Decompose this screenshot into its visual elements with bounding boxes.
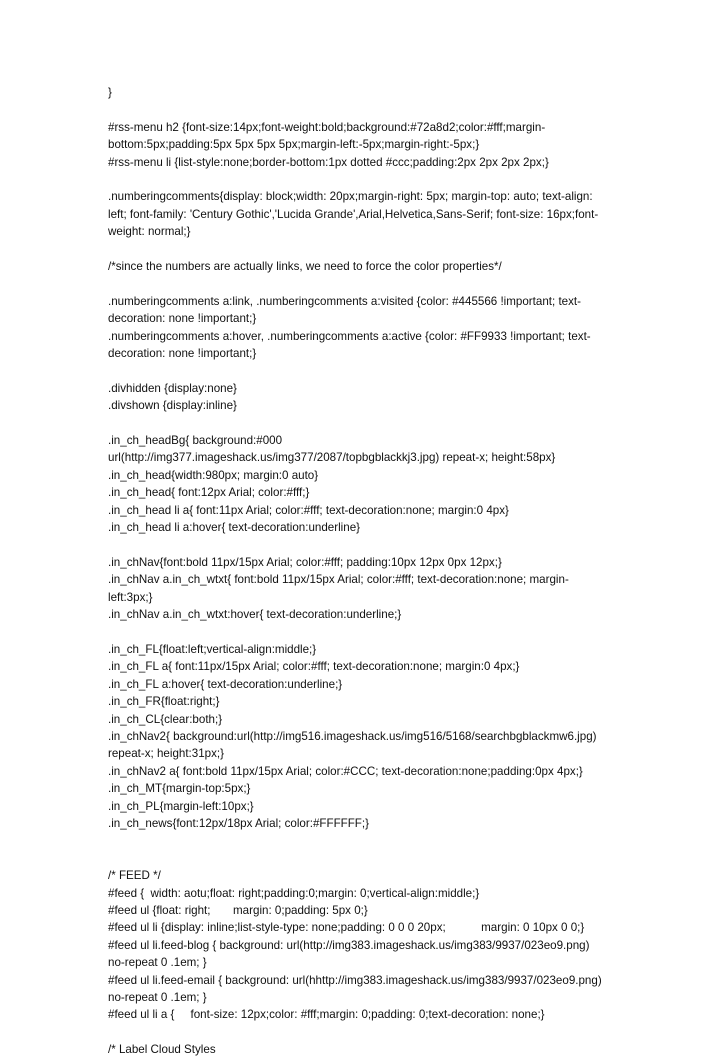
code-line: decoration: none !important;} — [108, 312, 257, 326]
code-line: #feed { width: aotu;float: right;padding:0;margin: 0;vertical-align:middle;} — [108, 886, 480, 900]
code-line: url(http://img377.imageshack.us/img377/2087/topbgblackkj3.jpg) repeat-x; height:58px} — [108, 451, 556, 465]
code-line: .in_ch_PL{margin-left:10px;} — [108, 799, 254, 813]
code-paragraph — [108, 850, 688, 1024]
code-paragraph — [108, 119, 688, 171]
code-line: .in_ch_MT{margin-top:5px;} — [108, 782, 251, 796]
code-line: .in_ch_head{width:980px; margin:0 auto} — [108, 468, 319, 482]
code-line: .in_ch_FL a{ font:11px/15px Arial; color:#fff; text-decoration:none; margin:0 4px;} — [108, 660, 520, 674]
code-line: /* FEED */ — [108, 869, 161, 883]
code-line: .in_ch_FR{float:right;} — [108, 695, 220, 709]
code-line: .in_chNav2 a{ font:bold 11px/15px Arial; color:#CCC; text-decoration:none;padding:0px 4px;} — [108, 764, 583, 778]
code-line: .in_chNav2{ background:url(http://img516.imageshack.us/img516/5168/searchbgblackmw6.jpg) — [108, 729, 597, 743]
code-line: .in_chNav a.in_ch_wtxt{ font:bold 11px/15px Arial; color:#fff; text-decoration:none; margin- — [108, 573, 569, 587]
code-line: #feed ul li.feed-email { background: url(hhttp://img383.imageshack.us/img383/9937/023eo9.png) — [108, 973, 602, 987]
code-line: .numberingcomments{display: block;width: 20px;margin-right: 5px; margin-top: auto; text-align: — [108, 190, 593, 204]
code-line: .divhidden {display:none} — [108, 381, 237, 395]
code-line: /*since the numbers are actually links, we need to force the color properties*/ — [108, 260, 502, 274]
code-line: } — [108, 86, 112, 99]
code-line: .in_ch_FL{float:left;vertical-align:middle;} — [108, 642, 317, 656]
code-line: weight: normal;} — [108, 225, 191, 239]
code-line: #rss-menu h2 {font-size:14px;font-weight:bold;background:#72a8d2;color:#fff;margin- — [108, 120, 546, 134]
code-line: .divshown {display:inline} — [108, 399, 237, 413]
code-line: .in_chNav a.in_ch_wtxt:hover{ text-decoration:underline;} — [108, 608, 402, 622]
code-line: decoration: none !important;} — [108, 347, 257, 361]
code-line: .in_chNav{font:bold 11px/15px Arial; color:#fff; padding:10px 12px 0px 12px;} — [108, 555, 502, 569]
code-line: #feed ul li a { font-size: 12px;color: #fff;margin: 0;padding: 0;text-decoration: none;} — [108, 1008, 545, 1022]
code-line: repeat-x; height:31px;} — [108, 747, 225, 761]
code-line: .in_ch_FL a:hover{ text-decoration:underline;} — [108, 677, 343, 691]
code-line: no-repeat 0 .1em; } — [108, 990, 207, 1004]
code-line: .in_ch_head{ font:12px Arial; color:#fff;} — [108, 486, 310, 500]
code-line: no-repeat 0 .1em; } — [108, 956, 207, 970]
code-paragraph — [108, 641, 688, 832]
code-line: #feed ul {float: right; margin: 0;padding: 5px 0;} — [108, 903, 368, 917]
code-line: bottom:5px;padding:5px 5px 5px 5px;margin-left:-5px;margin-right:-5px;} — [108, 138, 480, 152]
code-line: left; font-family: 'Century Gothic','Lucida Grande',Arial,Helvetica,Sans-Serif; font-size: 16px;font- — [108, 207, 599, 221]
code-line: #feed ul li {display: inline;list-style-type: none;padding: 0 0 0 20px; margin: 0 10px 0 0;} — [108, 921, 585, 935]
code-line: .in_ch_head li a:hover{ text-decoration:underline} — [108, 521, 361, 535]
code-line — [108, 850, 688, 867]
code-line: #rss-menu li {list-style:none;border-bottom:1px dotted #ccc;padding:2px 2px 2px 2px;} — [108, 155, 549, 169]
code-paragraph — [108, 84, 688, 101]
code-paragraph — [108, 432, 688, 536]
code-line: .in_ch_head li a{ font:11px Arial; color:#fff; text-decoration:none; margin:0 4px} — [108, 503, 509, 517]
code-line: .numberingcomments a:link, .numberingcomments a:visited {color: #445566 !important; text- — [108, 294, 581, 308]
code-paragraph — [108, 380, 688, 415]
code-line: .in_ch_CL{clear:both;} — [108, 712, 223, 726]
code-line: .numberingcomments a:hover, .numberingcomments a:active {color: #FF9933 !important; text- — [108, 329, 591, 343]
code-paragraph — [108, 554, 688, 624]
code-line: .in_ch_headBg{ background:#000 — [108, 434, 283, 448]
code-paragraph — [108, 188, 688, 240]
code-line: .in_ch_news{font:12px/18px Arial; color:#FFFFFF;} — [108, 816, 369, 830]
code-line: #feed ul li.feed-blog { background: url(http://img383.imageshack.us/img383/9937/023eo9.png) — [108, 938, 590, 952]
code-paragraph — [108, 258, 688, 275]
code-line: /* Label Cloud Styles — [108, 1043, 216, 1057]
code-line: left:3px;} — [108, 590, 153, 604]
code-paragraph — [108, 293, 688, 363]
code-paragraph — [108, 1041, 688, 1058]
